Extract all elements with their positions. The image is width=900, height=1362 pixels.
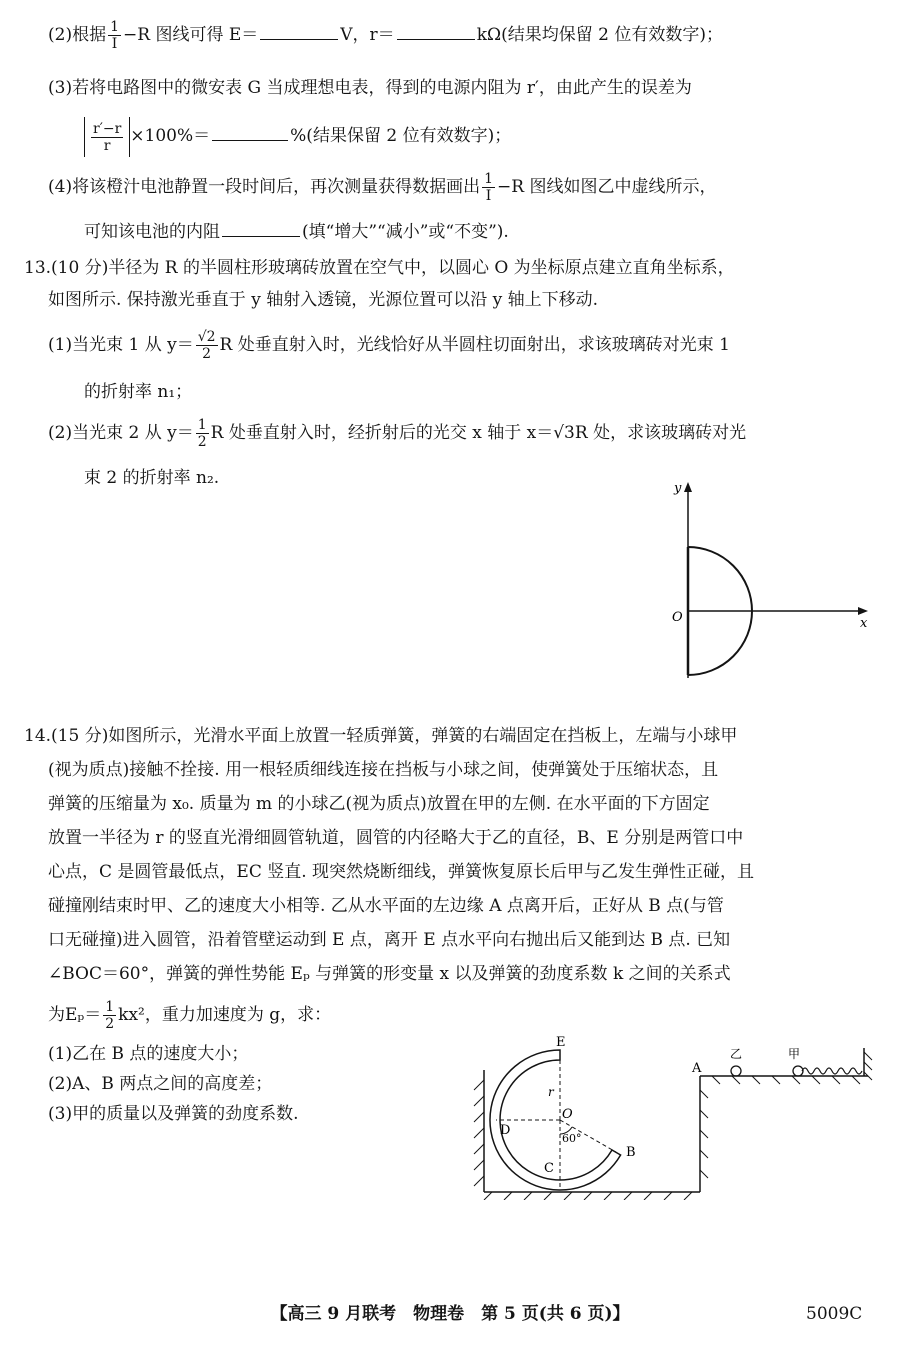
label-angle: 60° xyxy=(562,1132,582,1145)
label-a: A xyxy=(692,1061,702,1076)
y-label: y xyxy=(674,481,682,496)
label-d: D xyxy=(500,1123,511,1138)
label-jia: 甲 xyxy=(788,1047,801,1061)
label-c: C xyxy=(544,1161,554,1176)
paper-code: 5009C xyxy=(806,1304,863,1324)
q14-line: 弹簧的压缩量为 x₀. 质量为 m 的小球乙(视为质点)放置在甲的左侧. 在水平面的下方固定 xyxy=(48,794,710,814)
q14-line: 碰撞刚结束时甲、乙的速度大小相等. 乙从水平面的左边缘 A 点离开后，正好从 B 点(与管 xyxy=(48,896,724,916)
x-axis-arrow-icon xyxy=(858,607,868,615)
x-label: x xyxy=(860,616,868,631)
label-b: B xyxy=(626,1145,636,1160)
q14-line: 口无碰撞)进入圆管，沿着管壁运动到 E 点，离开 E 点水平向右抛出后又能到达 B 点. 已知 xyxy=(48,930,731,950)
q12-part4-line2: 可知该电池的内阻 (填“增大”“减小”或“不变”). xyxy=(84,222,509,242)
ground-hatch xyxy=(484,1192,692,1200)
semicircle-glass-figure xyxy=(660,478,880,688)
q13-part1-line2: 的折射率 n₁； xyxy=(84,382,193,402)
q14-line: 放置一半径为 r 的竖直光滑细圆管轨道，圆管的内径略大于乙的直径，B、E 分别是两管口中 xyxy=(48,828,744,848)
q12-part3-line1: (3)若将电路图中的微安表 G 当成理想电表，得到的电源内阻为 r′，由此产生的误差为 xyxy=(48,78,692,98)
absolute-value: $\frac{r'-r}{r}$ xyxy=(84,117,130,157)
q12-part4-line1: (4)将该橙汁电池静置一段时间后，再次测量获得数据画出 $\frac{1}{I}$ −R 图线如图乙中虚线所示， xyxy=(48,171,717,204)
circular-tube-track-figure xyxy=(468,1030,888,1200)
q14-line: 14.(15 分)如图所示，光滑水平面上放置一轻质弹簧，弹簧的右端固定在挡板上，左端与小球甲 xyxy=(24,726,738,746)
q13-line1: 13.(10 分)半径为 R 的半圆柱形玻璃砖放置在空气中，以圆心 O 为坐标原点建立直角坐标系， xyxy=(24,258,735,278)
answer-blank-error[interactable] xyxy=(212,139,288,141)
answer-blank-e[interactable] xyxy=(260,38,338,40)
q12-part2: (2)根据 $\frac{1}{I}$ −R 图线可得 E＝ V，r＝ kΩ(结果均保留 2 位有效数字)； xyxy=(48,19,723,52)
q13-part2: (2)当光束 2 从 y＝ $\frac{1}{2}$ R 处垂直射入时，经折射后的光交 x 轴于 x＝√3R 处，求该玻璃砖对光 xyxy=(48,417,747,450)
spring xyxy=(802,1068,862,1074)
q14-line: 心点，C 是圆管最低点，EC 竖直. 现突然烧断细线，弹簧恢复原长后甲与乙发生弹性正碰，且 xyxy=(48,862,755,882)
q13-line2: 如图所示. 保持激光垂直于 y 轴射入透镜，光源位置可以沿 y 轴上下移动. xyxy=(48,290,599,310)
answer-blank-resistance[interactable] xyxy=(222,235,300,237)
q14-sub-question: (1)乙在 B 点的速度大小； xyxy=(48,1044,249,1064)
q14-sub-question: (2)A、B 两点之间的高度差； xyxy=(48,1074,273,1094)
q14-line: (视为质点)接触不拴接. 用一根轻质细线连接在挡板与小球之间，使弹簧处于压缩状态，且 xyxy=(48,760,719,780)
label-r: r xyxy=(548,1085,554,1099)
label-yi: 乙 xyxy=(730,1047,743,1061)
label-e: E xyxy=(556,1035,566,1050)
fraction-1-over-i: $\frac{1}{I}$ xyxy=(110,19,120,52)
origin-label: O xyxy=(672,610,683,625)
answer-blank-r[interactable] xyxy=(397,38,475,40)
left-wall-hatch xyxy=(474,1080,484,1186)
q14-line: ∠BOC＝60°，弹簧的弹性势能 Eₚ 与弹簧的形变量 x 以及弹簧的劲度系数 k 之间的关系式 xyxy=(48,964,731,984)
q12-part3-line2: $\frac{r'-r}{r}$ ×100%＝ %(结果保留 2 位有效数字)； xyxy=(84,116,511,157)
ball-yi xyxy=(731,1066,741,1076)
q13-part1: (1)当光束 1 从 y＝ $\frac{√2}{2}$ R 处垂直射入时，光线恰好从半圆柱切面射出，求该玻璃砖对光束 1 xyxy=(48,329,730,362)
y-axis-arrow-icon xyxy=(684,482,692,492)
ball-jia xyxy=(793,1066,803,1076)
label-o: O xyxy=(562,1107,573,1122)
q14-sub-question: (3)甲的质量以及弹簧的劲度系数. xyxy=(48,1104,299,1124)
page-footer: 【高三 9 月联考 物理卷 第 5 页(共 6 页)】 xyxy=(270,1304,630,1324)
q14-last-line: 为Eₚ＝ $\frac{1}{2}$ kx²，重力加速度为 g，求： xyxy=(48,999,332,1032)
q13-part2-line2: 束 2 的折射率 n₂. xyxy=(84,468,220,488)
